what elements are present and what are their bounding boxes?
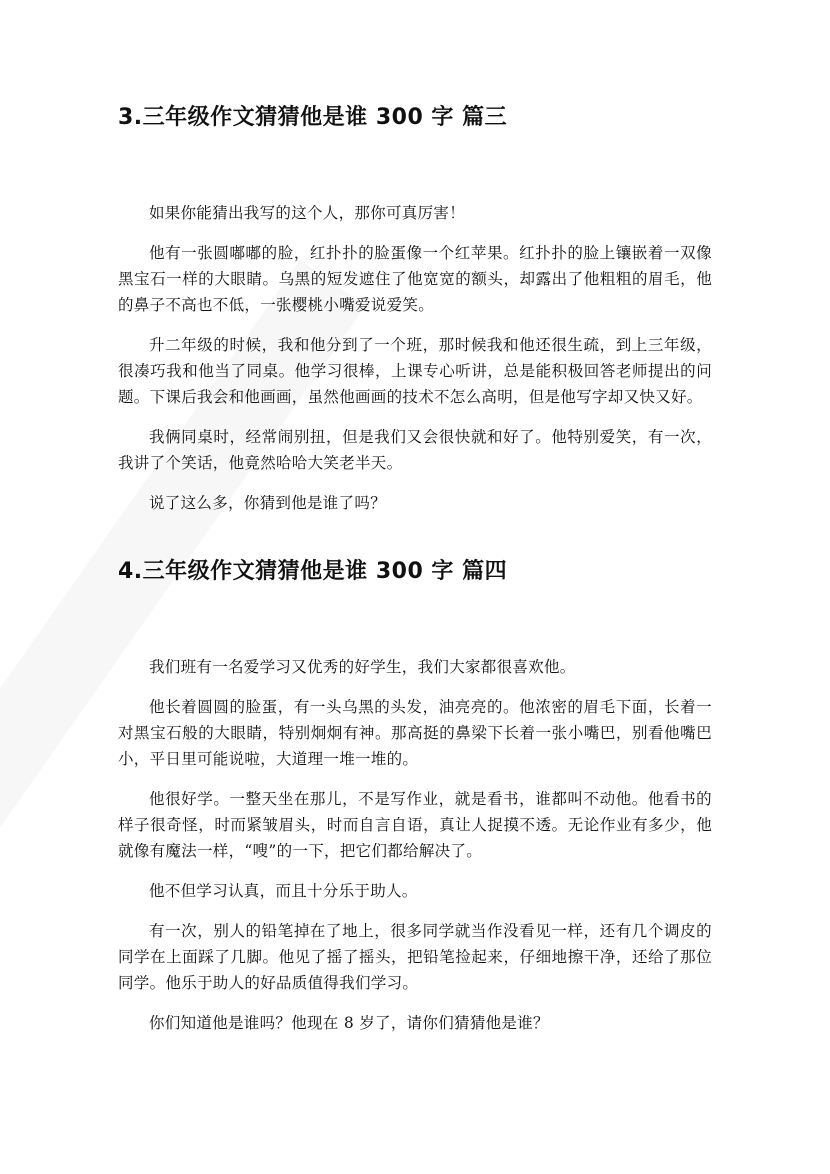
paragraph: 你们知道他是谁吗？他现在 8 岁了，请你们猜猜他是谁？ [149,1014,549,1032]
paragraph: 他长着圆圆的脸蛋，有一头乌黑的头发，油亮亮的。他浓密的眉毛下面，长着一对黑宝石般的大眼睛，特别炯炯有神。那高挺的鼻梁下长着一张小嘴巴，别看他嘴巴小，平日里可能说啦，大道理一堆一堆的。 [118,698,712,768]
paragraph: 他有一张圆嘟嘟的脸，红扑扑的脸蛋像一个红苹果。红扑扑的脸上镶嵌着一双像黑宝石一样的大眼睛。乌黑的短发遮住了他宽宽的额头，却露出了他粗粗的眉毛，他的鼻子不高也不低，一张樱桃小嘴爱说爱笑。 [118,244,712,314]
section-4 [118,556,712,1050]
paragraph: 他不但学习认真，而且十分乐于助人。 [149,882,418,900]
section-title: 3.三年级作文猜猜他是谁 300 字 篇三 [118,105,508,130]
paragraph: 如果你能猜出我写的这个人，那你可真厉害！ [149,204,466,222]
paragraph: 升二年级的时候，我和他分到了一个班，那时候我和他还很生疏，到上三年级，很凑巧我和他当了同桌。他学习很棒，上课专心听讲，总是能积极回答老师提出的问题。下课后我会和他画画，虽然他画画的技术不怎么高明，但是他写字却又快又好。 [118,336,712,406]
paragraph: 有一次，别人的铅笔掉在了地上，很多同学就当作没看见一样，还有几个调皮的同学在上面踩了几脚。他见了摇了摇头，把铅笔捡起来，仔细地擦干净，还给了那位同学。他乐于助人的好品质值得我们学习。 [118,922,712,992]
section-title: 4.三年级作文猜猜他是谁 300 字 篇四 [118,559,508,584]
paragraph: 我俩同桌时，经常闹别扭，但是我们又会很快就和好了。他特别爱笑，有一次，我讲了个笑话，他竟然哈哈大笑老半天。 [118,428,712,472]
section-3 [118,102,712,530]
paragraph: 说了这么多，你猜到他是谁了吗？ [149,494,387,512]
paragraph: 他很好学。一整天坐在那儿，不是写作业，就是看书，谁都叫不动他。他看书的样子很奇怪，时而紧皱眉头，时而自言自语，真让人捉摸不透。无论作业有多少，他就像有魔法一样，“嗖”的一下，把它们都给解决了。 [118,790,712,860]
paragraph: 我们班有一名爱学习又优秀的好学生，我们大家都很喜欢他。 [149,658,576,676]
